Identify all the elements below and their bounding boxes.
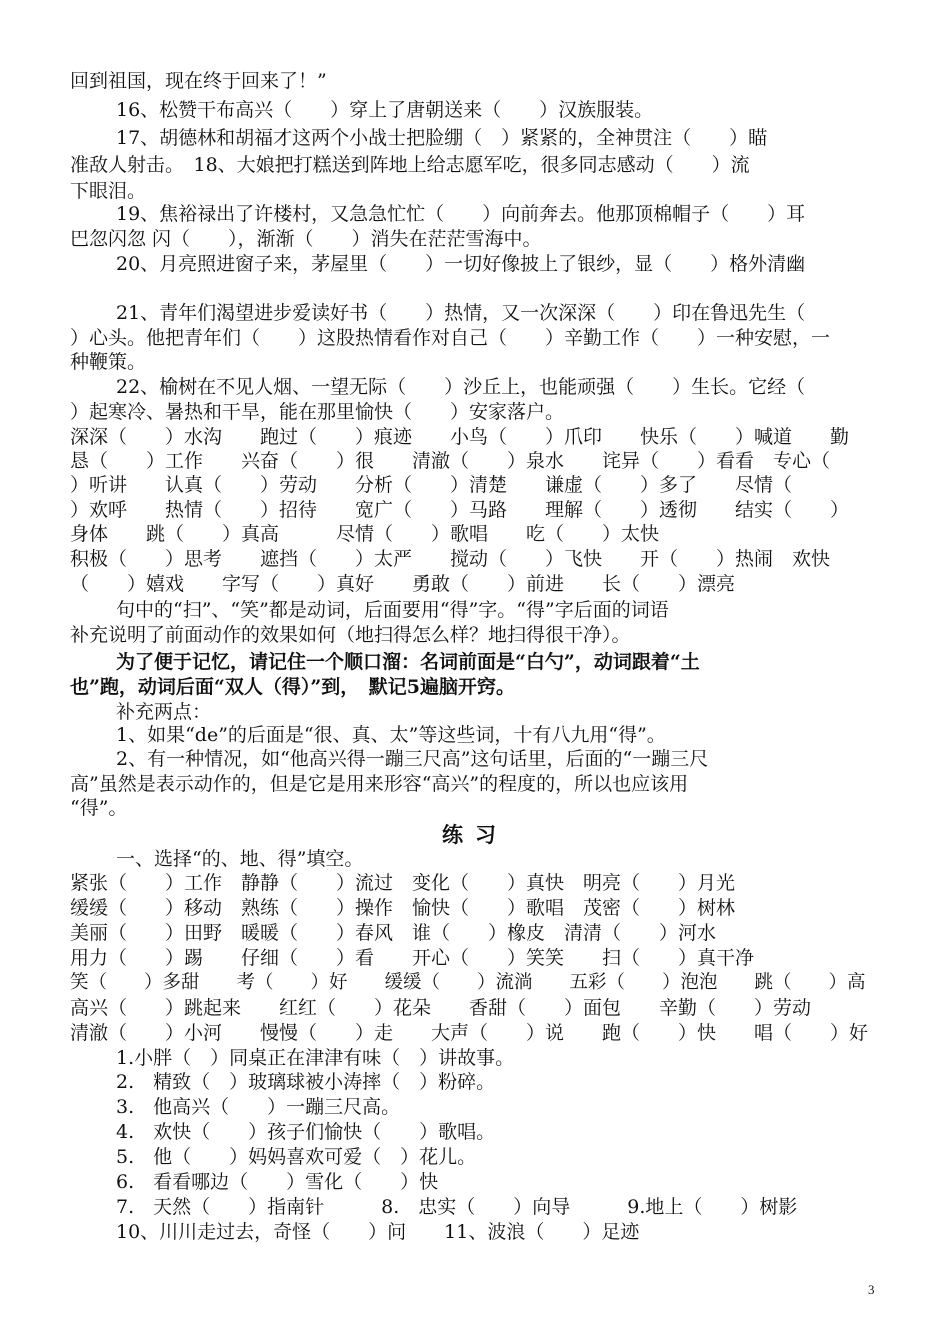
text-line: ）起寒冷、暑热和干旱，能在那里愉快（ ）安家落户。 bbox=[70, 401, 565, 423]
text-line: 高”虽然是表示动作的，但是它是用来形容“高兴”的程度的，所以也应该用 bbox=[70, 773, 689, 795]
practice-sentence: 7. 天然（ ）指南针 8. 忠实（ ）向导 9.地上（ ）树影 bbox=[116, 1196, 798, 1218]
practice-sentence: 3. 他高兴（ ）一蹦三尺高。 bbox=[116, 1096, 401, 1118]
text-line: 下眼泪。 bbox=[70, 180, 147, 202]
text-line: ）心头。他把青年们（ ）这股热情看作对自己（ ）辛勤工作（ ）一种安慰，一 bbox=[70, 327, 831, 349]
page-number: 3 bbox=[868, 1282, 875, 1297]
text-line: 准敌人射击。 18、大娘把打糕送到阵地上给志愿军吃，很多同志感动（ ）流 bbox=[70, 154, 750, 176]
practice-sentence: 2. 精致（ ）玻璃球被小涛摔（ ）粉碎。 bbox=[116, 1071, 496, 1093]
supplement-title: 补充两点： bbox=[116, 701, 212, 723]
phrase-row: 深深（ ）水沟 跑过（ ）痕迹 小鸟（ ）爪印 快乐（ ）喊道 勤 bbox=[70, 426, 850, 448]
practice-row: 美丽（ ）田野 暖暖（ ）春风 谁（ ）橡皮 清清（ ）河水 bbox=[70, 922, 717, 944]
mnemonic-rhyme: 也”跑，动词后面“双人（得）”到， 默记5遍脑开窍。 bbox=[70, 676, 516, 698]
text-line: 巴忽闪忽 闪（ ），渐渐（ ）消失在茫茫雪海中。 bbox=[70, 228, 542, 250]
mnemonic-rhyme: 为了便于记忆，请记住一个顺口溜：名词前面是“白勺”，动词跟着“土 bbox=[116, 651, 700, 673]
practice-row: 紧张（ ）工作 静静（ ）流过 变化（ ）真快 明亮（ ）月光 bbox=[70, 872, 736, 894]
phrase-row: 积极（ ）思考 遮挡（ ）太严 搅动（ ）飞快 开（ ）热闹 欢快 bbox=[70, 548, 831, 570]
practice-sentence: 5. 他（ ）妈妈喜欢可爱（ ）花儿。 bbox=[116, 1146, 477, 1168]
practice-sentence: 10、川川走过去，奇怪（ ）问 11、波浪（ ）足迹 bbox=[116, 1221, 640, 1243]
phrase-row: （ ）嬉戏 字写（ ）真好 勇敢（ ）前进 长（ ）漂亮 bbox=[70, 573, 736, 595]
exercise-19: 19、焦裕禄出了许楼村，又急急忙忙（ ）向前奔去。他那顶棉帽子（ ）耳 bbox=[116, 203, 806, 225]
text-line: “得”。 bbox=[70, 797, 128, 819]
phrase-row: 恳（ ）工作 兴奋（ ）很 清澈（ ）泉水 诧异（ ）看看 专心（ bbox=[70, 450, 831, 472]
text-line: 回到祖国，现在终于回来了！” bbox=[70, 70, 327, 92]
exercise-22: 22、榆树在不见人烟、一望无际（ ）沙丘上，也能顽强（ ）生长。它经（ bbox=[116, 376, 806, 398]
exercise-16: 16、松赞干布高兴（ ）穿上了唐朝送来（ ）汉族服装。 bbox=[116, 99, 654, 121]
supplement-point-1: 1、如果“de”的后面是“很、真、太”等这些词，十有八九用“得”。 bbox=[116, 724, 666, 746]
practice-sentence: 4. 欢快（ ）孩子们愉快（ ）歌唱。 bbox=[116, 1121, 496, 1143]
practice-row: 笑（ ）多甜 考（ ）好 缓缓（ ）流淌 五彩（ ）泡泡 跳（ ）高 bbox=[70, 972, 866, 993]
explanation-text: 补充说明了前面动作的效果如何（地扫得怎么样？地扫得很干净）。 bbox=[70, 624, 631, 646]
practice-sentence: 1.小胖（ ）同桌正在津津有味（ ）讲故事。 bbox=[116, 1047, 515, 1069]
supplement-point-2: 2、有一种情况，如“他高兴得一蹦三尺高”这句话里，后面的“一蹦三尺 bbox=[116, 748, 709, 770]
practice-row: 用力（ ）踢 仔细（ ）看 开心（ ）笑笑 扫（ ）真干净 bbox=[70, 947, 755, 969]
exercise-21: 21、青年们渴望进步爱读好书（ ）热情，又一次深深（ ）印在鲁迅先生（ bbox=[116, 302, 806, 324]
section-heading: 练习 bbox=[442, 822, 508, 847]
exercise-20: 20、月亮照进窗子来，茅屋里（ ）一切好像披上了银纱，显（ ）格外清幽 bbox=[116, 253, 806, 275]
text-line: 种鞭策。 bbox=[70, 351, 147, 373]
practice-row: 清澈（ ）小河 慢慢（ ）走 大声（ ）说 跑（ ）快 唱（ ）好 bbox=[70, 1022, 869, 1044]
exercise-17: 17、胡德林和胡福才这两个小战士把脸绷（ ）紧紧的，全神贯注（ ）瞄 bbox=[116, 127, 768, 149]
phrase-row: ）欢呼 热情（ ）招待 宽广（ ）马路 理解（ ）透彻 结实（ ） bbox=[70, 499, 850, 521]
phrase-row: 身体 跳（ ）真高 尽情（ ）歌唱 吃（ ）太快 bbox=[70, 523, 660, 545]
practice-sentence: 6. 看看哪边（ ）雪化（ ）快 bbox=[116, 1171, 439, 1193]
explanation-text: 句中的“扫”、“笑”都是动词，后面要用“得”字。“得”字后面的词语 bbox=[116, 599, 669, 621]
practice-row: 高兴（ ）跳起来 红红（ ）花朵 香甜（ ）面包 辛勤（ ）劳动 bbox=[70, 997, 812, 1019]
exercise-instruction: 一、选择“的、地、得”填空。 bbox=[116, 848, 364, 870]
practice-row: 缓缓（ ）移动 熟练（ ）操作 愉快（ ）歌唱 茂密（ ）树林 bbox=[70, 897, 736, 919]
phrase-row: ）听讲 认真（ ）劳动 分析（ ）清楚 谦虚（ ）多了 尽情（ bbox=[70, 474, 793, 496]
